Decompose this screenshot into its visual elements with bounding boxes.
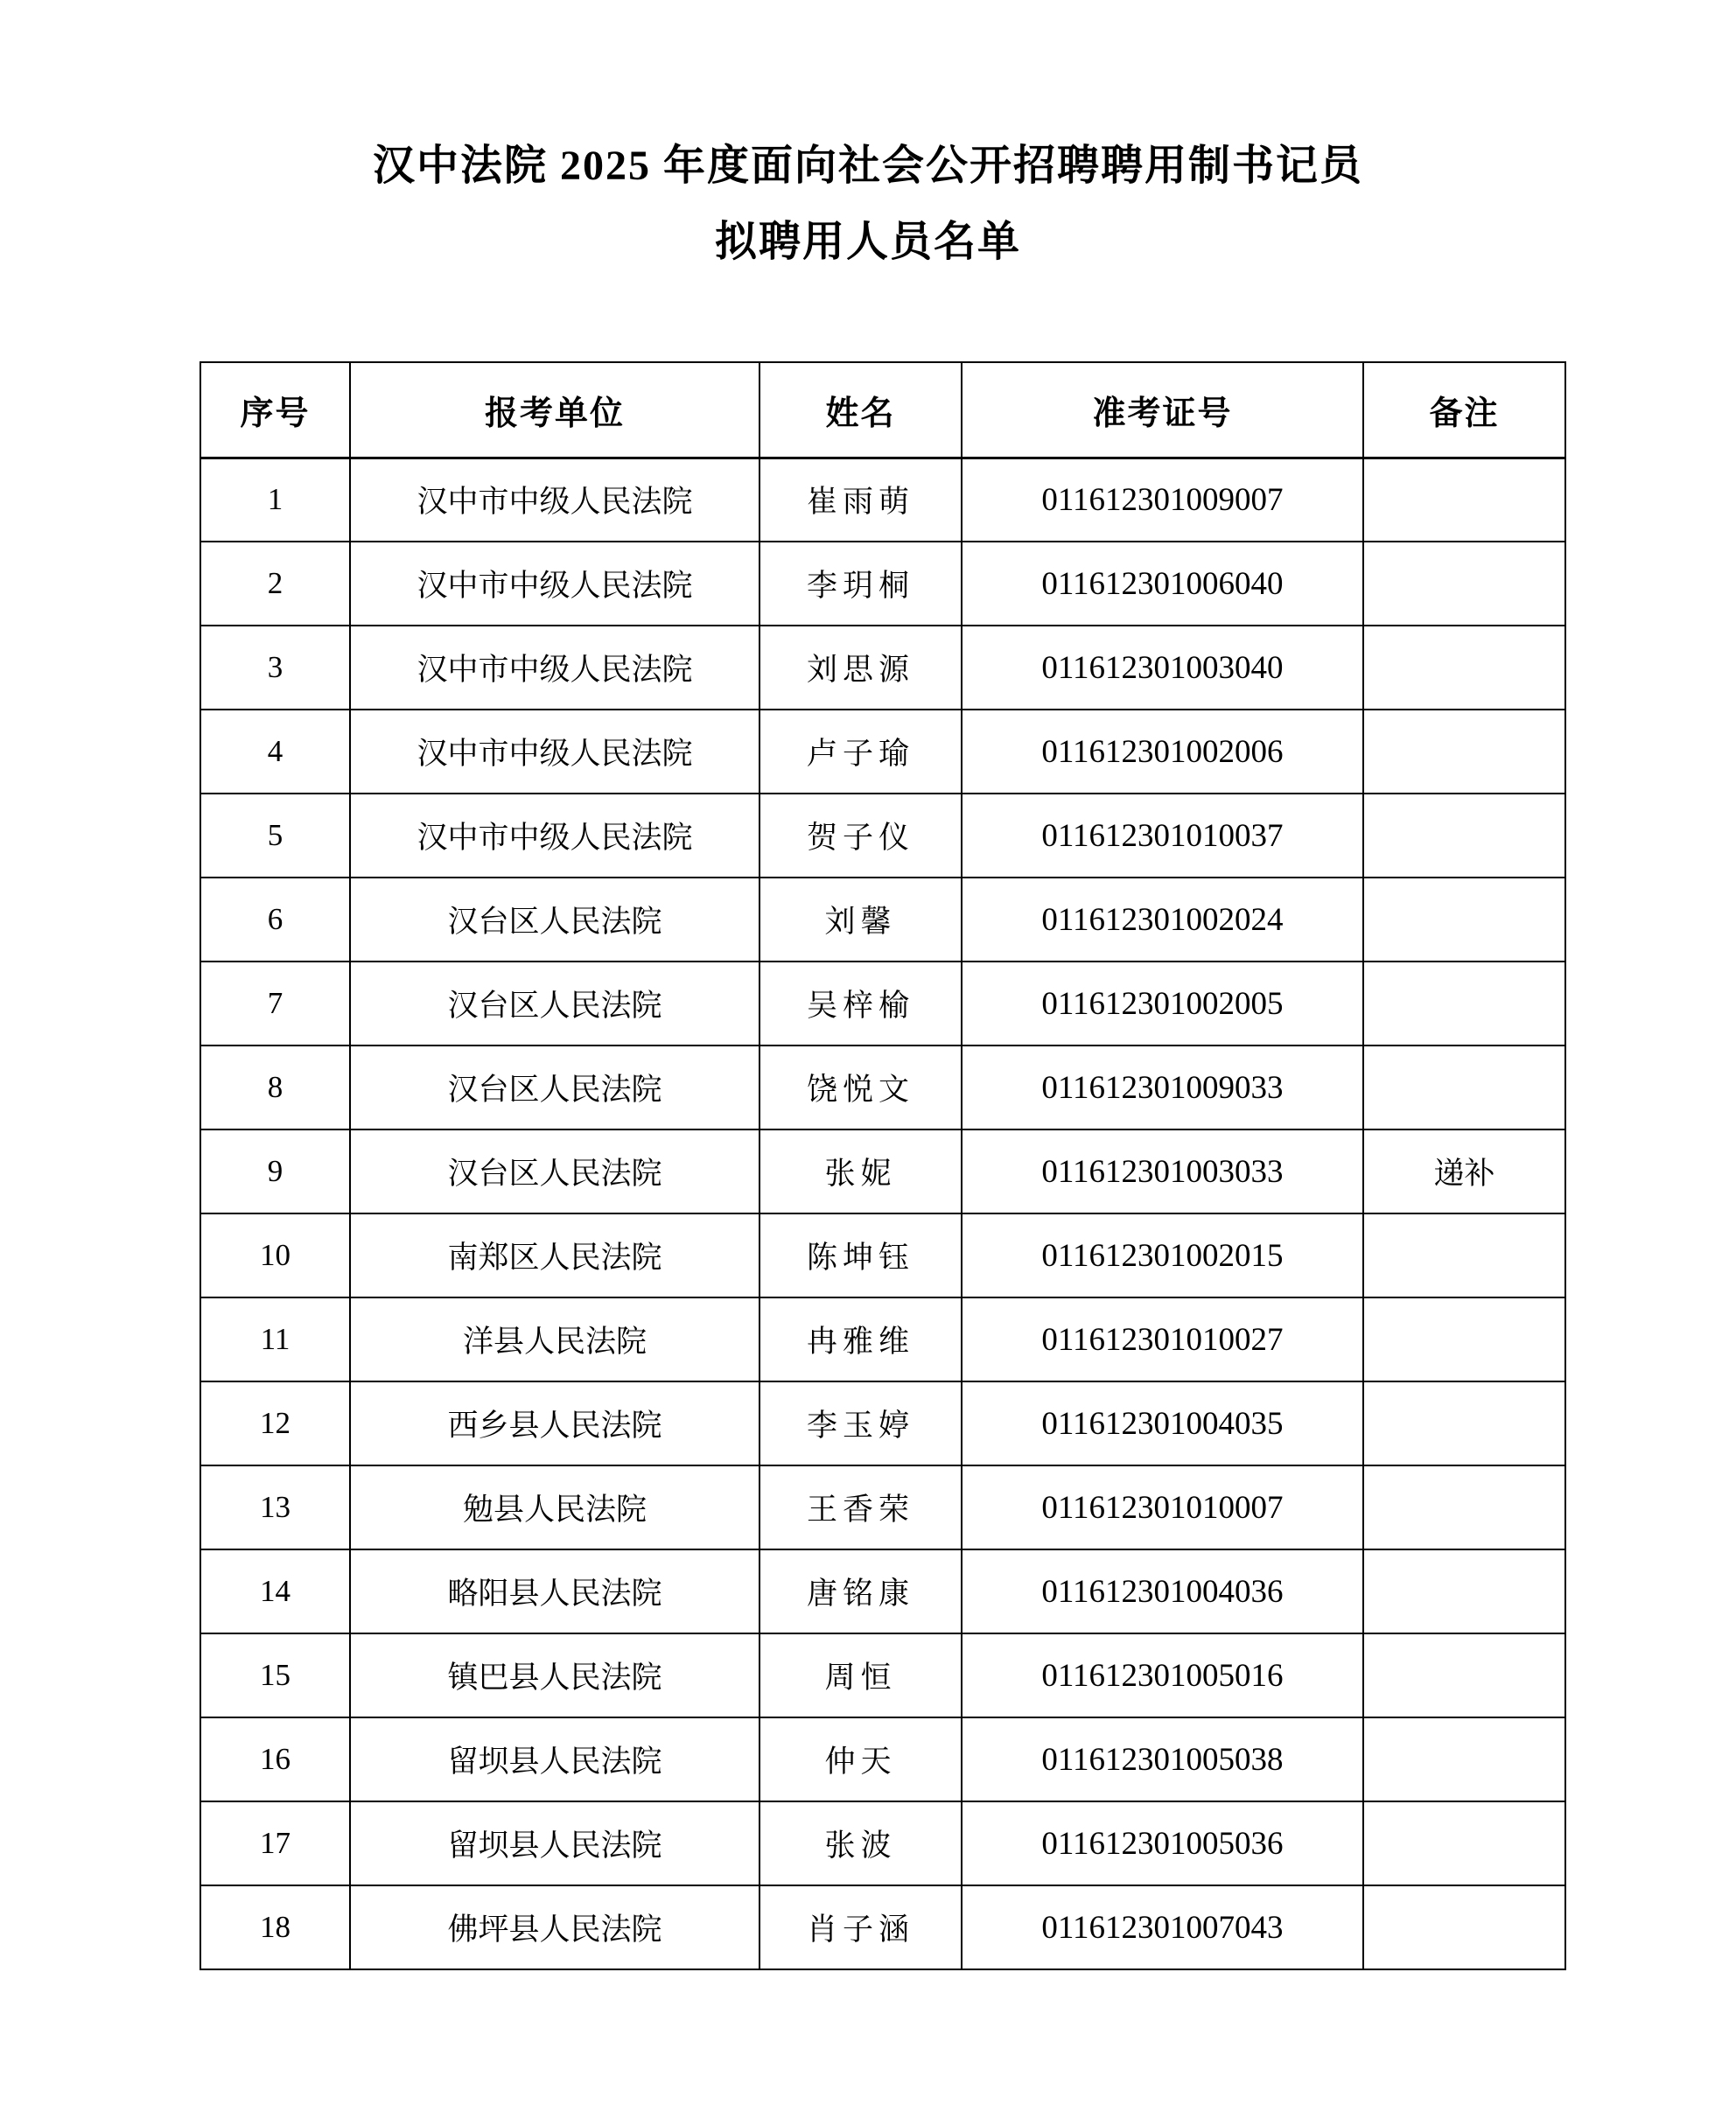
cell-index: 14 <box>200 1549 350 1633</box>
cell-remark: 递补 <box>1363 1129 1565 1213</box>
cell-remark <box>1363 962 1565 1046</box>
table-row <box>200 1717 1565 1801</box>
cell-remark <box>1363 1633 1565 1717</box>
document-title-line1: 汉中法院 2025 年度面向社会公开招聘聘用制书记员 <box>372 143 1363 189</box>
cell-index: 1 <box>200 458 350 542</box>
table-row <box>200 1465 1565 1549</box>
cell-ticket: 011612301005038 <box>962 1717 1363 1801</box>
cell-remark <box>1363 1213 1565 1297</box>
cell-unit: 留坝县人民法院 <box>350 1801 760 1885</box>
cell-unit: 南郑区人民法院 <box>350 1213 760 1297</box>
table-row <box>200 962 1565 1046</box>
table-row <box>200 1046 1565 1129</box>
cell-name: 李玥桐 <box>760 542 962 626</box>
cell-ticket: 011612301003033 <box>962 1129 1363 1213</box>
cell-name: 张波 <box>760 1801 962 1885</box>
cell-name: 张妮 <box>760 1129 962 1213</box>
cell-ticket: 011612301010007 <box>962 1465 1363 1549</box>
table-row <box>200 1381 1565 1465</box>
cell-name: 刘馨 <box>760 878 962 962</box>
cell-index: 15 <box>200 1633 350 1717</box>
cell-name: 王香荣 <box>760 1465 962 1549</box>
cell-index: 18 <box>200 1885 350 1969</box>
cell-remark <box>1363 878 1565 962</box>
cell-unit: 汉中市中级人民法院 <box>350 542 760 626</box>
table-row <box>200 1549 1565 1633</box>
cell-index: 13 <box>200 1465 350 1549</box>
cell-unit: 略阳县人民法院 <box>350 1549 760 1633</box>
cell-remark <box>1363 1046 1565 1129</box>
cell-unit: 汉台区人民法院 <box>350 1129 760 1213</box>
cell-name: 刘思源 <box>760 626 962 710</box>
cell-remark <box>1363 626 1565 710</box>
cell-remark <box>1363 1717 1565 1801</box>
cell-remark <box>1363 1297 1565 1381</box>
cell-index: 9 <box>200 1129 350 1213</box>
cell-ticket: 011612301007043 <box>962 1885 1363 1969</box>
cell-unit: 西乡县人民法院 <box>350 1381 760 1465</box>
cell-unit: 汉中市中级人民法院 <box>350 710 760 794</box>
cell-unit: 佛坪县人民法院 <box>350 1885 760 1969</box>
table-row <box>200 1885 1565 1969</box>
table-row <box>200 542 1565 626</box>
cell-remark <box>1363 710 1565 794</box>
hire-roster-table <box>200 361 1566 1970</box>
column-header-remark: 备注 <box>1363 362 1565 458</box>
cell-ticket: 011612301010037 <box>962 794 1363 878</box>
cell-index: 2 <box>200 542 350 626</box>
cell-ticket: 011612301002006 <box>962 710 1363 794</box>
table-row <box>200 1213 1565 1297</box>
cell-unit: 汉台区人民法院 <box>350 1046 760 1129</box>
cell-ticket: 011612301005036 <box>962 1801 1363 1885</box>
cell-name: 吴梓榆 <box>760 962 962 1046</box>
cell-unit: 镇巴县人民法院 <box>350 1633 760 1717</box>
cell-index: 4 <box>200 710 350 794</box>
cell-name: 崔雨萌 <box>760 458 962 542</box>
table-row <box>200 1633 1565 1717</box>
cell-name: 冉雅维 <box>760 1297 962 1381</box>
cell-index: 7 <box>200 962 350 1046</box>
cell-remark <box>1363 458 1565 542</box>
cell-name: 李玉婷 <box>760 1381 962 1465</box>
cell-ticket: 011612301002015 <box>962 1213 1363 1297</box>
cell-unit: 汉中市中级人民法院 <box>350 458 760 542</box>
cell-ticket: 011612301005016 <box>962 1633 1363 1717</box>
cell-name: 贺子仪 <box>760 794 962 878</box>
cell-index: 17 <box>200 1801 350 1885</box>
table-row <box>200 794 1565 878</box>
cell-name: 肖子涵 <box>760 1885 962 1969</box>
cell-unit: 汉中市中级人民法院 <box>350 794 760 878</box>
cell-remark <box>1363 542 1565 626</box>
cell-ticket: 011612301010027 <box>962 1297 1363 1381</box>
table-row <box>200 626 1565 710</box>
table-row <box>200 1801 1565 1885</box>
cell-index: 16 <box>200 1717 350 1801</box>
cell-ticket: 011612301004036 <box>962 1549 1363 1633</box>
cell-remark <box>1363 1801 1565 1885</box>
cell-ticket: 011612301002005 <box>962 962 1363 1046</box>
cell-ticket: 011612301006040 <box>962 542 1363 626</box>
cell-index: 11 <box>200 1297 350 1381</box>
roster-table-body <box>200 458 1565 1969</box>
cell-remark <box>1363 1381 1565 1465</box>
cell-unit: 留坝县人民法院 <box>350 1717 760 1801</box>
cell-name: 陈坤钰 <box>760 1213 962 1297</box>
column-header-ticket: 准考证号 <box>962 362 1363 458</box>
cell-index: 6 <box>200 878 350 962</box>
table-header-row <box>200 362 1565 458</box>
cell-ticket: 011612301003040 <box>962 626 1363 710</box>
column-header-index: 序号 <box>200 362 350 458</box>
cell-name: 唐铭康 <box>760 1549 962 1633</box>
cell-index: 10 <box>200 1213 350 1297</box>
cell-name: 卢子瑜 <box>760 710 962 794</box>
cell-name: 周恒 <box>760 1633 962 1717</box>
table-row <box>200 710 1565 794</box>
cell-index: 8 <box>200 1046 350 1129</box>
cell-remark <box>1363 794 1565 878</box>
cell-unit: 汉台区人民法院 <box>350 962 760 1046</box>
table-row <box>200 1129 1565 1213</box>
column-header-unit: 报考单位 <box>350 362 760 458</box>
cell-index: 12 <box>200 1381 350 1465</box>
document-title-line2: 拟聘用人员名单 <box>714 219 1021 265</box>
cell-name: 饶悦文 <box>760 1046 962 1129</box>
table-row <box>200 878 1565 962</box>
cell-remark <box>1363 1549 1565 1633</box>
cell-ticket: 011612301004035 <box>962 1381 1363 1465</box>
cell-remark <box>1363 1465 1565 1549</box>
cell-unit: 洋县人民法院 <box>350 1297 760 1381</box>
column-header-name: 姓名 <box>760 362 962 458</box>
cell-ticket: 011612301009033 <box>962 1046 1363 1129</box>
cell-name: 仲天 <box>760 1717 962 1801</box>
cell-index: 5 <box>200 794 350 878</box>
cell-remark <box>1363 1885 1565 1969</box>
roster-table-head <box>200 362 1565 458</box>
cell-unit: 汉台区人民法院 <box>350 878 760 962</box>
cell-ticket: 011612301002024 <box>962 878 1363 962</box>
cell-index: 3 <box>200 626 350 710</box>
cell-ticket: 011612301009007 <box>962 458 1363 542</box>
table-row <box>200 1297 1565 1381</box>
table-row <box>200 458 1565 542</box>
cell-unit: 勉县人民法院 <box>350 1465 760 1549</box>
cell-unit: 汉中市中级人民法院 <box>350 626 760 710</box>
